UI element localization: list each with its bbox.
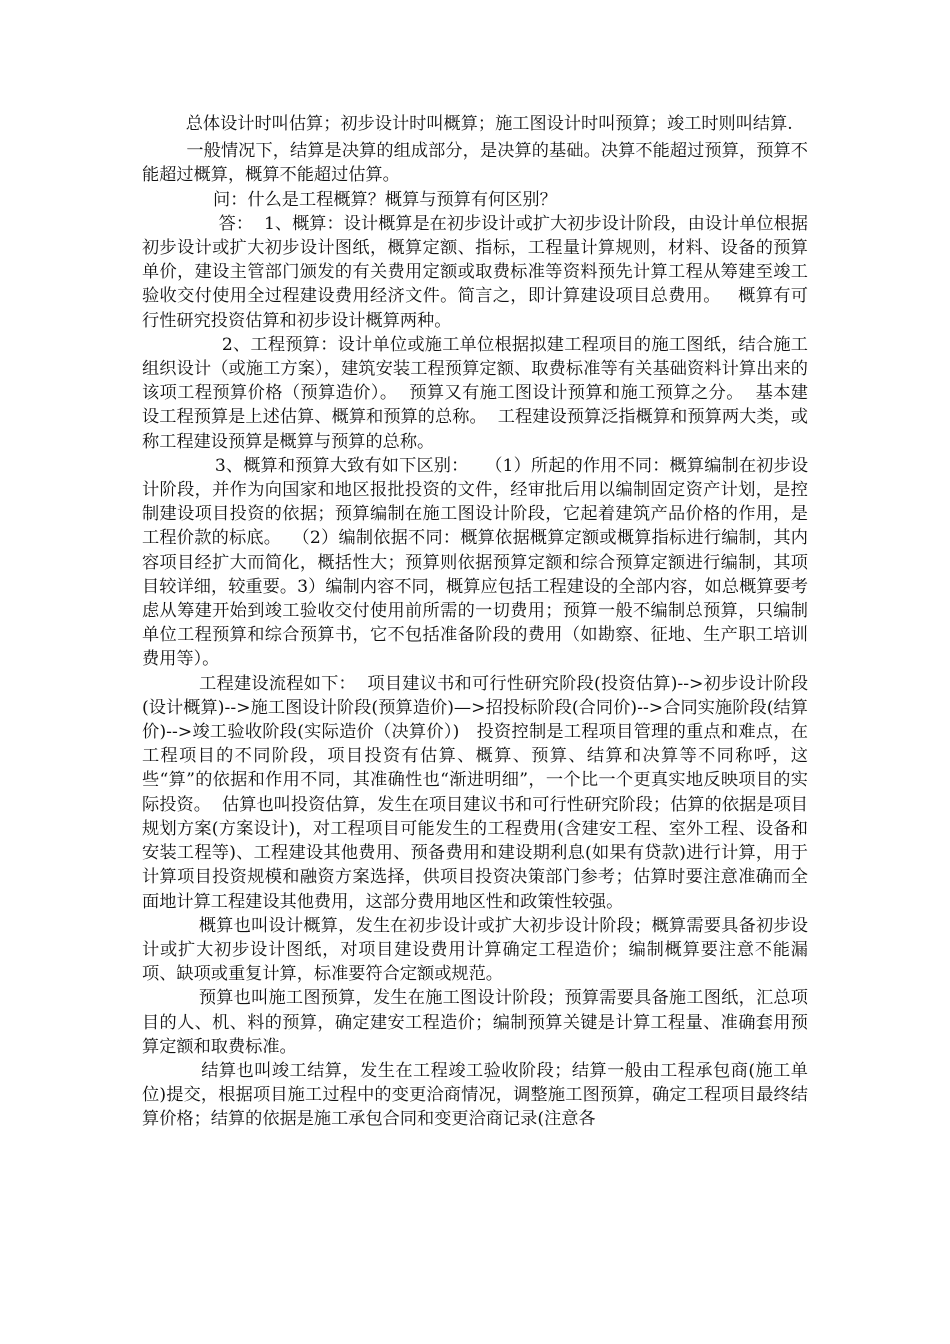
paragraph-project-budget: 2、工程预算：设计单位或施工单位根据拟建工程项目的施工图纸，结合施工组织设计（或施工方案），建筑安装工程预算定额、取费标准等有关基础资料计算出来的该项工程预算价格（预算造价）。 预算又有施工图设计预算和施工预算之分。 基本建设工程预算是上述估算、概算和预算的总称。 工程建设预算泛指概算和预算两大类，或称工程建设预算是概算与预算的总称。 (142, 334, 808, 452)
paragraph-answer-estimate: 答： 1、概算：设计概算是在初步设计或扩大初步设计阶段，由设计单位根据初步设计或扩大初步设计图纸，概算定额、指标，工程量计算规则，材料、设备的预算单价，建设主管部门颁发的有关费用定额或取费标准等资料预先计算工程从筹建至竣工验收交付使用全过程建设费用经济文件。简言之，即计算建设项目总费用。 概算有可行性研究投资估算和初步设计概算两种。 (142, 213, 808, 331)
paragraph-differences: 3、概算和预算大致有如下区别： （1）所起的作用不同：概算编制在初步设计阶段，并作为向国家和地区报批投资的文件，经审批后用以编制固定资产计划，是控制建设项目投资的依据；预算编制在施工图设计阶段，它起着建筑产品价格的作用，是工程价款的标底。 （2）编制依据不同：概算依据概算定额或概算指标进行编制，其内容项目经扩大而简化，概括性大；预算则依据预算定额和综合预算定额进行编制，其项目较详细，较重要。3）编制内容不同，概算应包括工程建设的全部内容，如总概算要考虑从筹建开始到竣工验收交付使用前所需的一切费用；预算一般不编制总预算，只编制单位工程预算和综合预算书，它不包括准备阶段的费用（如勘察、征地、生产职工培训费用等）。 (142, 455, 809, 670)
paragraph-construction-flow: 工程建设流程如下： 项目建议书和可行性研究阶段(投资估算)-->初步设计阶段(设计概算)-->施工图设计阶段(预算造价)—>招投标阶段(合同价)-->合同实施阶段(结算价)-->竣工验收阶段(实际造价（决算价）) 投资控制是工程项目管理的重点和难点，在工程项目的不同阶段，项目投资有估算、概算、预算、结算和决算等不同称呼，这些“算”的依据和作用不同，其准确性也“渐进明细”，一个比一个更真实地反映项目的实际投资。 估算也叫投资估算，发生在项目建议书和可行性研究阶段；估算的依据是项目规划方案(方案设计)，对工程项目可能发生的工程费用(含建安工程、室外工程、设备和安装工程等)、工程建设其他费用、预备费用和建设期利息(如果有贷款)进行计算，用于计算项目投资规模和融资方案选择，供项目投资决策部门参考；估算时要注意准确而全面地计算工程建设其他费用，这部分费用地区性和政策性较强。 (142, 673, 809, 912)
paragraph-design-estimate: 概算也叫设计概算，发生在初步设计或扩大初步设计阶段；概算需要具备初步设计或扩大初步设计图纸，对项目建设费用计算确定工程造价；编制概算要注意不能漏项、缺项或重复计算，标准要符合定额或规范。 (142, 915, 808, 985)
paragraph-question: 问：什么是工程概算？概算与预算有何区别？ (142, 189, 557, 210)
paragraph-settlement-relation: 一般情况下，结算是决算的组成部分，是决算的基础。决算不能超过预算，预算不能超过概算，概算不能超过估算。 (142, 141, 808, 186)
paragraph-construction-budget: 预算也叫施工图预算，发生在施工图设计阶段；预算需要具备施工图纸，汇总项目的人、机、料的预算，确定建安工程造价；编制预算关键是计算工程量、准确套用预算定额和取费标准。 (142, 988, 808, 1057)
paragraph-estimate-stages: 总体设计时叫估算；初步设计时叫概算；施工图设计时叫预算；竣工时则叫结算. (142, 114, 793, 134)
document-body (142, 112, 808, 1132)
paragraph-final-settlement: 结算也叫竣工结算，发生在工程竣工验收阶段；结算一般由工程承包商(施工单位)提交，根据项目施工过程中的变更洽商情况，调整施工图预算，确定工程项目最终结算价格；结算的依据是施工承包合同和变更洽商记录(注意各 (142, 1060, 808, 1130)
